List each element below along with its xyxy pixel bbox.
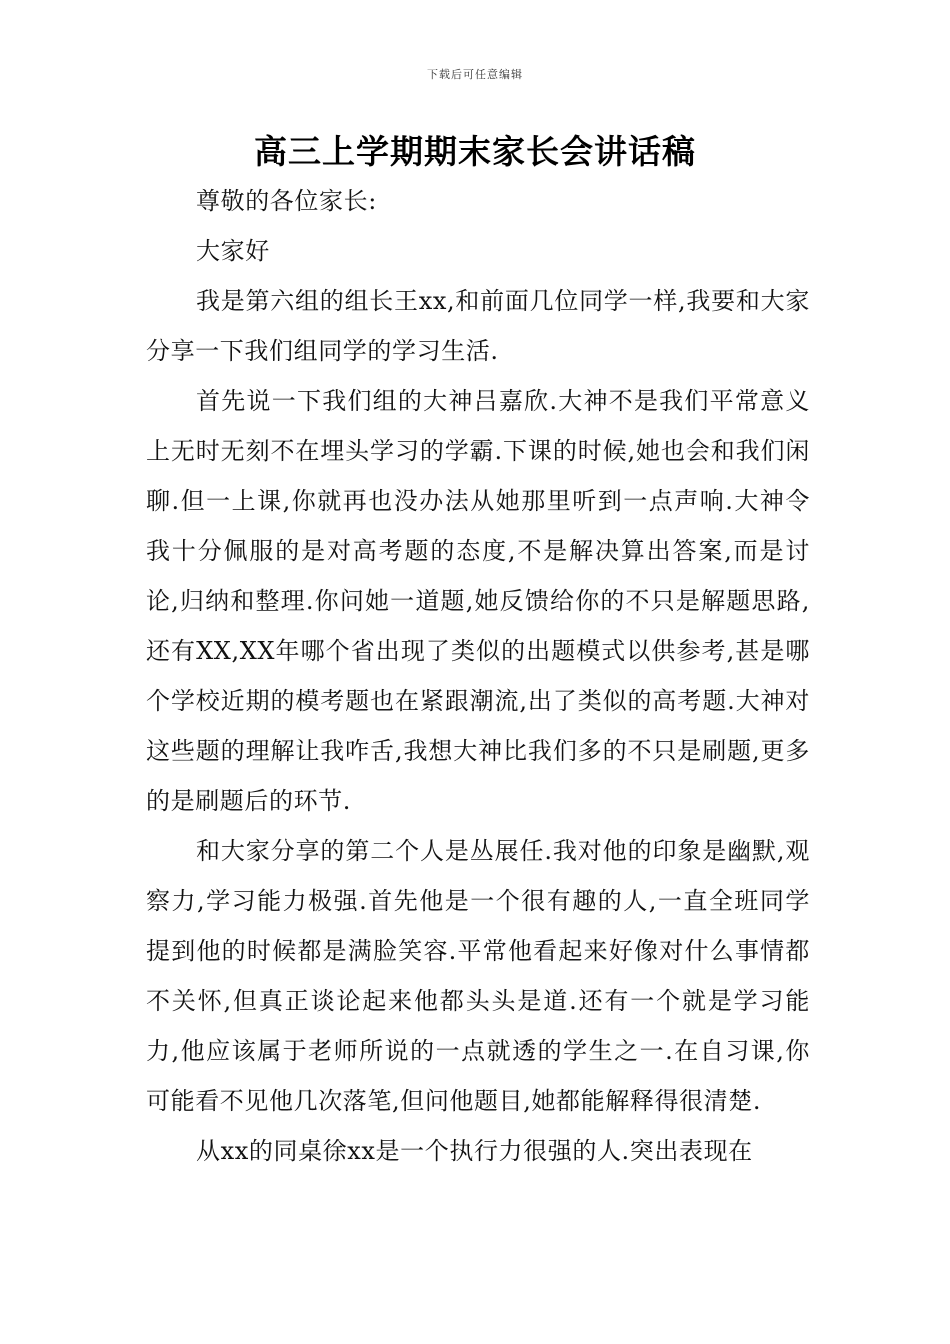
paragraph-first-student: 首先说一下我们组的大神吕嘉欣.大神不是我们平常意义上无时无刻不在埋头学习的学霸.下课的时候,她也会和我们闲聊.但一上课,你就再也没办法从她那里听到一点声响.大神令我十分佩服的是对高考题的态度,不是解决算出答案,而是讨论,归纳和整理.你问她一道题,她反馈给你的不只是解题思路,还有XX,XX年哪个省出现了类似的出题模式以供参考,甚是哪个学校近期的模考题也在紧跟潮流,出了类似的高考题.大神对这些题的理解让我咋舌,我想大神比我们多的不只是刷题,更多的是刷题后的环节.	[146, 387, 810, 815]
greeting: 大家好	[196, 237, 270, 265]
paragraph-intro: 我是第六组的组长王xx,和前面几位同学一样,我要和大家分享一下我们组同学的学习生活.	[146, 287, 810, 365]
header-note: 下载后可任意编辑	[427, 68, 523, 81]
paragraph-third-student: 从xx的同桌徐xx是一个执行力很强的人.突出表现在	[196, 1137, 753, 1165]
document-title: 高三上学期期末家长会讲话稿	[254, 132, 696, 171]
salutation: 尊敬的各位家长:	[196, 187, 377, 215]
document-body	[146, 176, 810, 1176]
paragraph-second-student: 和大家分享的第二个人是丛展任.我对他的印象是幽默,观察力,学习能力极强.首先他是一个很有趣的人,一直全班同学提到他的时候都是满脸笑容.平常他看起来好像对什么事情都不关怀,但真正谈论起来他都头头是道.还有一个就是学习能力,他应该属于老师所说的一点就透的学生之一.在自习课,你可能看不见他几次落笔,但问他题目,她都能解释得很清楚.	[146, 837, 810, 1115]
